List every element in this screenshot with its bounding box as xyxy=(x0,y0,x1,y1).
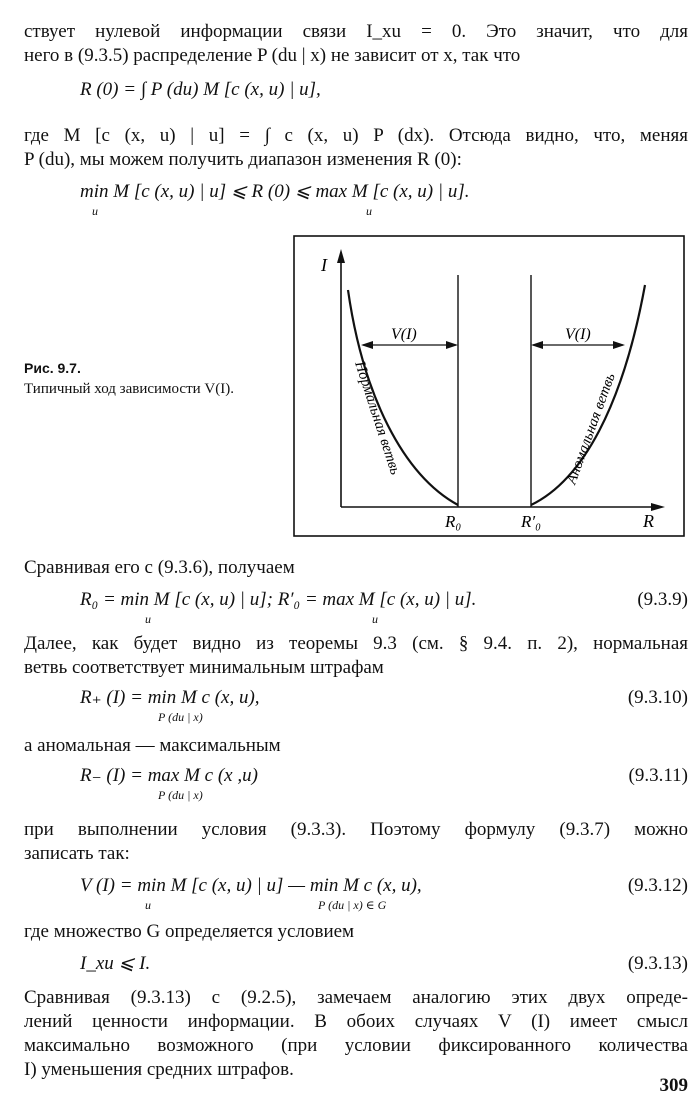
eq-number-9-3-9: (9.3.9) xyxy=(637,589,688,610)
text-line-4: P (du), мы можем получить диапазон изменения R (0): xyxy=(24,149,462,170)
equation-range: min M [c (x, u) | u] ⩽ R (0) ⩽ max M [c (x, u) | u]. xyxy=(80,181,470,202)
text-line-5: Сравнивая его с (9.3.6), получаем xyxy=(24,557,295,578)
x-axis-arrow xyxy=(651,503,665,511)
text-line-8: а аномальная — максимальным xyxy=(24,735,281,756)
eq5-subscript: P (du | x) xyxy=(158,788,203,802)
text-line-6: Далее, как будет видно из теоремы 9.3 (см. § 9.4. п. 2), нормальная xyxy=(24,633,688,654)
figure-v-of-i xyxy=(293,235,685,537)
eq6-subscript-set: P (du | x) ∈ G xyxy=(318,898,387,912)
eq-number-9-3-13: (9.3.13) xyxy=(627,953,688,974)
text-line-12: Сравнивая (9.3.13) с (9.2.5), замечаем аналогию этих двух опреде- xyxy=(24,987,688,1008)
eq4-subscript: P (du | x) xyxy=(158,710,203,724)
eq3-subscript-max: u xyxy=(372,612,378,626)
text-line-3: где M [c (x, u) | u] = ∫ c (x, u) P (dx). Отсюда видно, что, меняя xyxy=(24,125,688,146)
anomalous-branch-curve xyxy=(531,285,645,505)
equation-v-of-i: V (I) = min M [c (x, u) | u] — min M c (x, u), xyxy=(80,875,422,896)
right-v-arrow-head-right xyxy=(613,341,625,349)
right-v-arrow-head-left xyxy=(531,341,543,349)
text-line-14: максимально возможного (при условии фиксированного количества xyxy=(24,1035,688,1056)
eq-number-9-3-10: (9.3.10) xyxy=(627,687,688,708)
equation-r-minus: R₋ (I) = max M c (x ,u) xyxy=(80,765,258,786)
left-v-arrow-head-right xyxy=(446,341,458,349)
text-line-13: лений ценности информации. В обоих случаях V (I) имеет смысл xyxy=(24,1011,688,1032)
eq-number-9-3-12: (9.3.12) xyxy=(627,875,688,896)
figure-frame xyxy=(294,236,684,536)
text-line-15: I) уменьшения средних штрафов. xyxy=(24,1059,294,1080)
text-line-11: где множество G определяется условием xyxy=(24,921,355,942)
equation-r-plus: R₊ (I) = min M c (x, u), xyxy=(80,687,260,708)
eq6-subscript-min: u xyxy=(145,898,151,912)
anomalous-branch-label: Аномальная ветвь xyxy=(563,371,619,487)
equation-r0-r0prime: R₀ = min M [c (x, u) | u]; R′₀ = max M [c (x, u) | u]. xyxy=(80,589,477,610)
normal-branch-label: Нормальная ветвь xyxy=(351,359,403,477)
eq3-subscript-min: u xyxy=(145,612,151,626)
page-number: 309 xyxy=(659,1075,688,1096)
y-axis-arrow xyxy=(337,249,345,263)
tick-label-r0: R₀ xyxy=(445,512,462,531)
right-v-label: V(I) xyxy=(565,326,591,343)
eq2-subscript-max: u xyxy=(366,204,372,218)
figure-caption-title: Рис. 9.7. xyxy=(24,360,81,376)
x-axis-label: R xyxy=(643,511,654,531)
left-v-label: V(I) xyxy=(391,326,417,343)
left-v-arrow-head-left xyxy=(361,341,373,349)
text-line-10: записать так: xyxy=(24,843,130,864)
equation-r0: R (0) = ∫ P (du) M [c (x, u) | u], xyxy=(80,79,321,100)
tick-label-r0-prime: R′₀ xyxy=(521,512,542,531)
text-line-9: при выполнении условия (9.3.3). Поэтому формулу (9.3.7) можно xyxy=(24,819,688,840)
text-line-1: ствует нулевой информации связи I_xu = 0. Это значит, что для xyxy=(24,21,688,42)
text-line-7: ветвь соответствует минимальным штрафам xyxy=(24,657,384,678)
equation-condition: I_xu ⩽ I. xyxy=(80,953,151,974)
eq2-subscript-min: u xyxy=(92,204,98,218)
text-line-2: него в (9.3.5) распределение P (du | x) не зависит от x, так что xyxy=(24,45,521,66)
y-axis-label: I xyxy=(321,255,327,275)
figure-caption-text: Типичный ход зависимости V(I). xyxy=(24,381,234,397)
eq-number-9-3-11: (9.3.11) xyxy=(628,765,688,786)
